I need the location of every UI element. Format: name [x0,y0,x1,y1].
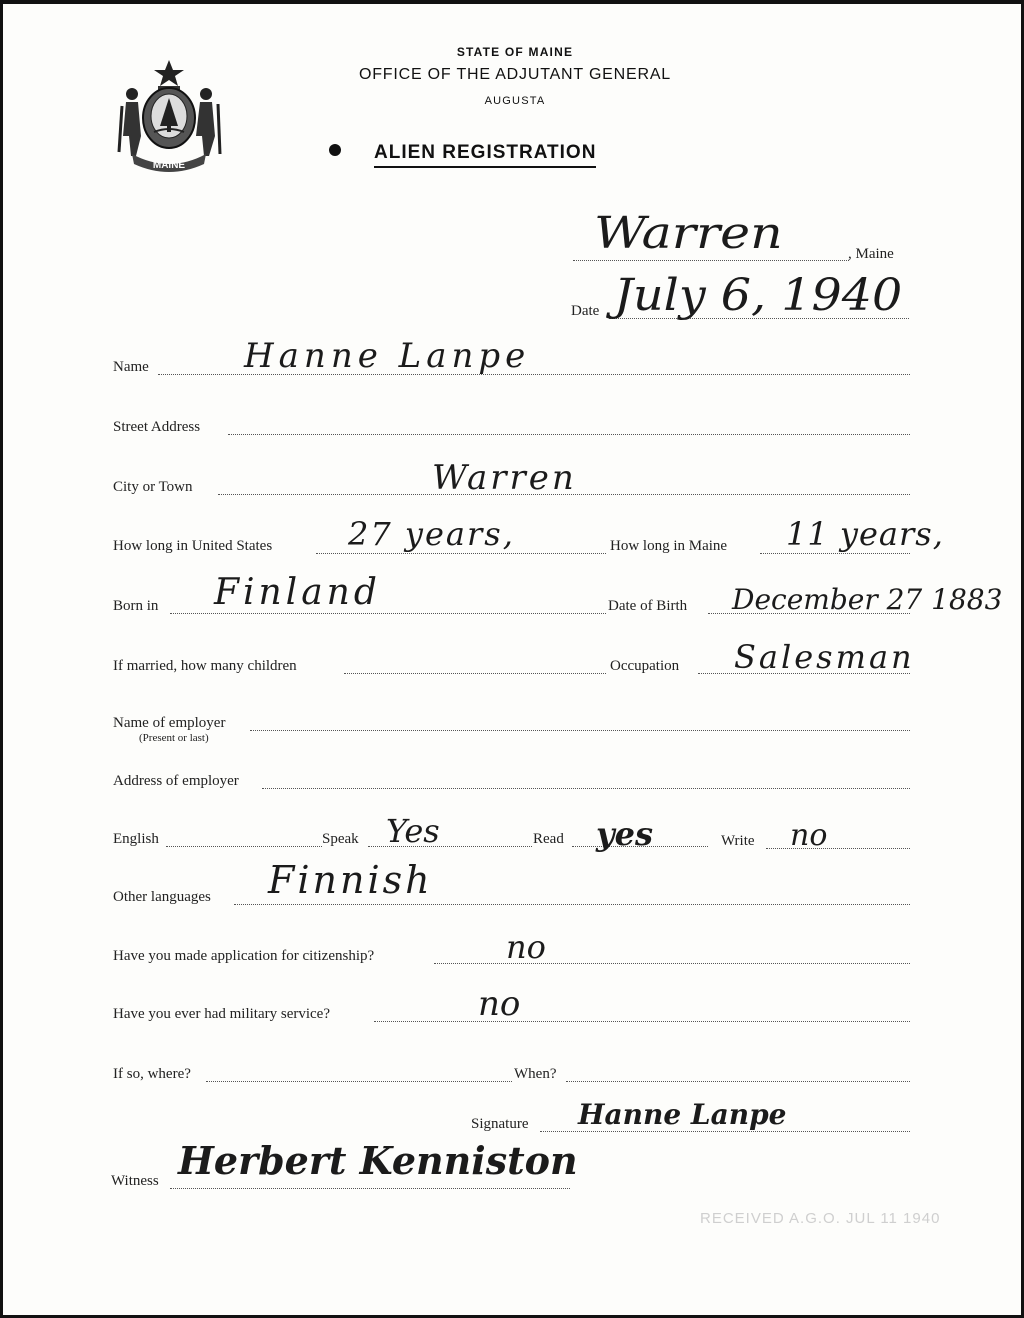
signature-value: Hanne Lanpe [578,1098,787,1131]
town-line [573,260,849,261]
bullet-icon [329,144,341,156]
citizenship-label: Have you made application for citizenship? [113,948,375,964]
signature-label: Signature [471,1116,529,1132]
how-long-maine-value: 11 years, [786,515,944,553]
employer-line [250,730,910,731]
born-in-line [170,613,606,614]
name-value: Hanne Lanpe [244,336,531,376]
witness-value: Herbert Kenniston [178,1138,578,1183]
occupation-label: Occupation [610,658,680,674]
married-line [344,673,606,674]
witness-label: Witness [111,1173,159,1189]
scan-border-left [0,0,3,1318]
write-value: no [790,818,828,853]
military-value: no [478,984,521,1024]
when-label: When? [514,1066,557,1082]
name-label: Name [113,359,149,375]
scan-border-top [0,0,1024,4]
other-languages-label: Other languages [113,889,211,905]
how-long-us-line [316,553,606,554]
if-so-where-line [206,1081,512,1082]
occupation-value: Salesman [734,638,915,676]
how-long-maine-line [760,553,910,554]
seal-text: MAINE [152,160,186,171]
other-languages-line [234,904,910,905]
dob-label: Date of Birth [608,598,688,614]
date-value: July 6, 1940 [614,270,903,321]
how-long-us-value: 27 years, [348,515,515,553]
read-value: yes [596,815,653,853]
born-in-value: Finland [214,572,381,613]
city-label: City or Town [113,479,193,495]
write-label: Write [721,833,755,849]
how-long-maine-label: How long in Maine [610,538,728,554]
signature-line [540,1131,910,1132]
date-label: Date [571,303,600,319]
military-label: Have you ever had military service? [113,1006,330,1022]
born-in-label: Born in [113,598,159,614]
write-line [766,848,910,849]
received-stamp: RECEIVED A.G.O. JUL 11 1940 [700,1210,941,1227]
english-label: English [113,831,159,847]
form-title: ALIEN REGISTRATION [374,142,596,168]
maine-label: , Maine [848,246,894,262]
city-value: Warren [432,458,577,498]
employer-sublabel: (Present or last) [139,732,209,744]
employer-label: Name of employer [113,715,226,731]
read-label: Read [533,831,564,847]
employer-address-label: Address of employer [113,773,239,789]
other-languages-value: Finnish [268,858,433,902]
town-value: Warren [594,208,783,259]
speak-value: Yes [386,812,440,850]
header-state: STATE OF MAINE [456,45,574,59]
how-long-us-label: How long in United States [113,538,273,554]
employer-address-line [262,788,910,789]
witness-line [170,1188,570,1189]
street-line [228,434,910,435]
speak-label: Speak [322,831,359,847]
english-line [166,846,322,847]
dob-value: December 27 1883 [732,583,1003,616]
military-line [374,1021,910,1022]
street-label: Street Address [113,419,201,435]
citizenship-value: no [506,928,546,966]
header-city: AUGUSTA [484,95,546,107]
if-so-where-label: If so, where? [113,1066,191,1082]
header-office: OFFICE OF THE ADJUTANT GENERAL [358,66,672,83]
when-line [566,1081,910,1082]
married-label: If married, how many children [113,658,297,674]
